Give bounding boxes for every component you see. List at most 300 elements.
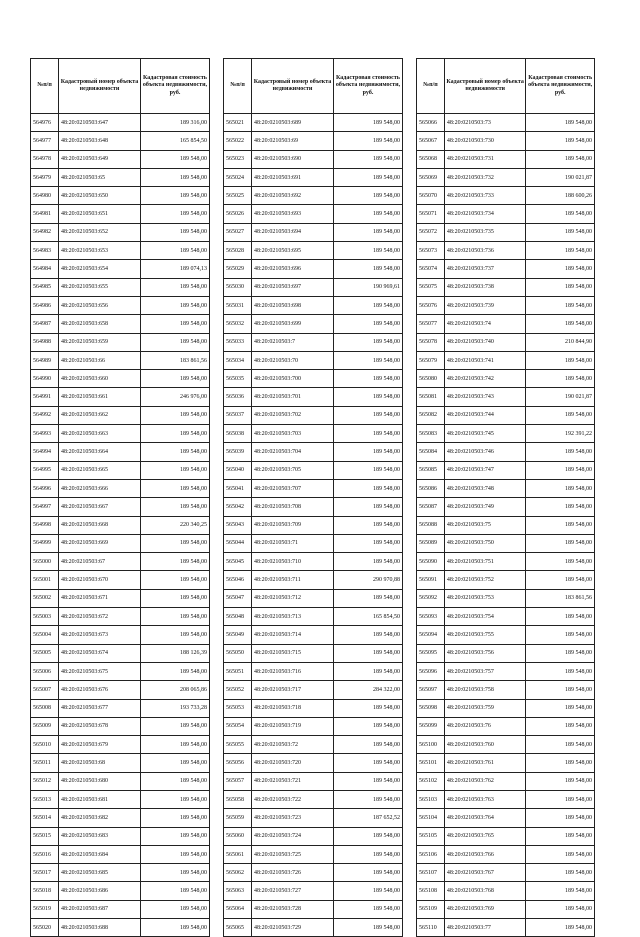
row-number: 565102 [417,772,445,790]
cadastral-number: 48:20:0210503:705 [252,461,334,479]
cadastral-number: 48:20:0210503:650 [59,187,141,205]
cadastral-value: 189 548,00 [141,571,210,589]
cadastral-value: 189 548,00 [334,882,403,900]
cadastral-number: 48:20:0210503:759 [444,699,525,717]
table-row [417,608,595,626]
cadastral-number: 48:20:0210503:667 [59,498,141,516]
cadastral-value: 189 548,00 [334,461,403,479]
cadastral-value: 188 126,39 [141,644,210,662]
table-row [224,827,403,845]
cadastral-value: 189 548,00 [141,242,210,260]
cadastral-value: 189 548,00 [526,443,595,461]
row-number: 565042 [224,498,252,516]
cadastral-number: 48:20:0210503:683 [59,827,141,845]
cadastral-value: 192 391,22 [526,425,595,443]
cadastral-number: 48:20:0210503:685 [59,864,141,882]
table-row [417,626,595,644]
table-row [417,296,595,314]
cadastral-value: 189 548,00 [334,114,403,132]
header-cadastral-number: Кадастровый номер объекта недвижимости [444,59,525,114]
cadastral-value: 189 548,00 [141,370,210,388]
cadastral-number: 48:20:0210503:725 [252,845,334,863]
row-number: 565075 [417,278,445,296]
row-number: 564983 [31,242,59,260]
table-row [31,608,210,626]
table-row [31,498,210,516]
cadastral-number: 48:20:0210503:724 [252,827,334,845]
cadastral-value: 189 548,00 [526,864,595,882]
table-row [224,132,403,150]
row-number: 565031 [224,296,252,314]
table-row [224,516,403,534]
table-row [417,699,595,717]
cadastral-value: 189 548,00 [334,790,403,808]
cadastral-value: 189 548,00 [141,498,210,516]
cadastral-number: 48:20:0210503:699 [252,315,334,333]
cadastral-number: 48:20:0210503:720 [252,754,334,772]
row-number: 565017 [31,864,59,882]
cadastral-value: 189 548,00 [334,736,403,754]
table-body [224,114,403,937]
cadastral-number: 48:20:0210503:757 [444,662,525,680]
cadastral-number: 48:20:0210503:658 [59,315,141,333]
cadastral-value: 189 548,00 [334,919,403,937]
cadastral-value: 188 600,26 [526,187,595,205]
row-number: 565105 [417,827,445,845]
table-row [417,132,595,150]
row-number: 565032 [224,315,252,333]
row-number: 565108 [417,882,445,900]
row-number: 565080 [417,370,445,388]
row-number: 565023 [224,150,252,168]
cadastral-value: 189 548,00 [526,534,595,552]
table-row [224,223,403,241]
cadastral-value: 189 548,00 [334,772,403,790]
cadastral-value: 189 548,00 [141,315,210,333]
table-row [224,406,403,424]
cadastral-number: 48:20:0210503:664 [59,443,141,461]
table-row [31,351,210,369]
cadastral-number: 48:20:0210503:753 [444,589,525,607]
registry-table-1 [30,58,210,937]
cadastral-number: 48:20:0210503:704 [252,443,334,461]
row-number: 565059 [224,809,252,827]
cadastral-value: 189 548,00 [141,406,210,424]
cadastral-value: 189 548,00 [141,827,210,845]
row-number: 565099 [417,717,445,735]
cadastral-value: 284 322,00 [334,681,403,699]
row-number: 565043 [224,516,252,534]
cadastral-number: 48:20:0210503:686 [59,882,141,900]
cadastral-value: 189 548,00 [334,845,403,863]
table-row [224,479,403,497]
row-number: 565016 [31,845,59,863]
row-number: 565001 [31,571,59,589]
cadastral-number: 48:20:0210503:648 [59,132,141,150]
cadastral-value: 190 021,87 [526,388,595,406]
cadastral-value: 189 548,00 [526,205,595,223]
row-number: 565065 [224,919,252,937]
row-number: 565098 [417,699,445,717]
row-number: 565066 [417,114,445,132]
cadastral-value: 193 733,28 [141,699,210,717]
registry-table-2 [223,58,403,937]
cadastral-number: 48:20:0210503:752 [444,571,525,589]
cadastral-number: 48:20:0210503:735 [444,223,525,241]
row-number: 564989 [31,351,59,369]
cadastral-value: 189 548,00 [526,351,595,369]
cadastral-number: 48:20:0210503:715 [252,644,334,662]
row-number: 564988 [31,333,59,351]
cadastral-number: 48:20:0210503:765 [444,827,525,845]
cadastral-value: 189 548,00 [526,900,595,918]
row-number: 564982 [31,223,59,241]
table-row [224,681,403,699]
row-number: 565054 [224,717,252,735]
table-row [417,662,595,680]
cadastral-value: 208 065,86 [141,681,210,699]
cadastral-value: 189 548,00 [141,534,210,552]
table-row [417,242,595,260]
row-number: 565093 [417,608,445,626]
cadastral-number: 48:20:0210503:734 [444,205,525,223]
table-row [417,443,595,461]
table-row [31,717,210,735]
row-number: 564999 [31,534,59,552]
table-row [224,864,403,882]
cadastral-number: 48:20:0210503:680 [59,772,141,790]
cadastral-number: 48:20:0210503:647 [59,114,141,132]
table-row [224,754,403,772]
cadastral-value: 246 976,00 [141,388,210,406]
cadastral-value: 189 548,00 [141,864,210,882]
cadastral-value: 189 548,00 [526,662,595,680]
cadastral-value: 165 854,50 [141,132,210,150]
row-number: 565081 [417,388,445,406]
table-row [417,553,595,571]
row-number: 565051 [224,662,252,680]
cadastral-value: 189 548,00 [334,717,403,735]
cadastral-value: 189 548,00 [526,754,595,772]
table-row [417,809,595,827]
cadastral-value: 189 548,00 [334,150,403,168]
cadastral-number: 48:20:0210503:677 [59,699,141,717]
cadastral-value: 189 548,00 [334,388,403,406]
cadastral-number: 48:20:0210503:756 [444,644,525,662]
table-row [31,516,210,534]
cadastral-number: 48:20:0210503:768 [444,882,525,900]
table-row [417,278,595,296]
table-row [31,827,210,845]
row-number: 565045 [224,553,252,571]
table-row [224,699,403,717]
cadastral-number: 48:20:0210503:690 [252,150,334,168]
cadastral-value: 189 548,00 [334,479,403,497]
cadastral-number: 48:20:0210503:68 [59,754,141,772]
table-row [31,278,210,296]
cadastral-number: 48:20:0210503:702 [252,406,334,424]
row-number: 565094 [417,626,445,644]
row-number: 565088 [417,516,445,534]
cadastral-number: 48:20:0210503:762 [444,772,525,790]
cadastral-number: 48:20:0210503:713 [252,608,334,626]
table-row [417,882,595,900]
cadastral-number: 48:20:0210503:672 [59,608,141,626]
table-row [417,388,595,406]
cadastral-number: 48:20:0210503:689 [252,114,334,132]
registry-table-3 [416,58,595,937]
row-number: 565040 [224,461,252,479]
row-number: 565096 [417,662,445,680]
cadastral-value: 189 548,00 [526,406,595,424]
table-row [417,114,595,132]
row-number: 564992 [31,406,59,424]
cadastral-number: 48:20:0210503:747 [444,461,525,479]
header-cadastral-value: Кадастровая стоимость объекта недвижимости, руб. [334,59,403,114]
cadastral-number: 48:20:0210503:701 [252,388,334,406]
table-row [224,296,403,314]
table-row [224,534,403,552]
cadastral-value: 189 548,00 [334,662,403,680]
cadastral-value: 189 548,00 [334,827,403,845]
table-row [31,370,210,388]
table-row [31,168,210,186]
table-row [31,223,210,241]
cadastral-number: 48:20:0210503:649 [59,150,141,168]
cadastral-number: 48:20:0210503:662 [59,406,141,424]
row-number: 565076 [417,296,445,314]
row-number: 565072 [417,223,445,241]
row-number: 565053 [224,699,252,717]
cadastral-value: 189 548,00 [141,790,210,808]
cadastral-value: 189 548,00 [334,223,403,241]
table-row [224,644,403,662]
cadastral-number: 48:20:0210503:663 [59,425,141,443]
row-number: 565097 [417,681,445,699]
table-row [31,864,210,882]
cadastral-number: 48:20:0210503:755 [444,626,525,644]
row-number: 565063 [224,882,252,900]
cadastral-number: 48:20:0210503:727 [252,882,334,900]
table-row [31,187,210,205]
cadastral-number: 48:20:0210503:76 [444,717,525,735]
table-row [31,114,210,132]
table-row [224,589,403,607]
cadastral-number: 48:20:0210503:737 [444,260,525,278]
cadastral-value: 210 844,90 [526,333,595,351]
row-number: 565082 [417,406,445,424]
cadastral-number: 48:20:0210503:698 [252,296,334,314]
cadastral-value: 189 548,00 [526,772,595,790]
row-number: 565009 [31,717,59,735]
cadastral-value: 189 548,00 [334,132,403,150]
row-number: 565034 [224,351,252,369]
table-row [417,534,595,552]
cadastral-number: 48:20:0210503:665 [59,461,141,479]
row-number: 565101 [417,754,445,772]
row-number: 565046 [224,571,252,589]
row-number: 564980 [31,187,59,205]
row-number: 565048 [224,608,252,626]
cadastral-value: 189 548,00 [526,114,595,132]
cadastral-number: 48:20:0210503:688 [59,919,141,937]
cadastral-value: 189 548,00 [526,717,595,735]
cadastral-value: 189 548,00 [141,150,210,168]
cadastral-value: 189 548,00 [141,553,210,571]
table-row [31,772,210,790]
table-row [31,900,210,918]
row-number: 565089 [417,534,445,552]
cadastral-value: 189 548,00 [334,754,403,772]
row-number: 565030 [224,278,252,296]
cadastral-value: 189 548,00 [526,150,595,168]
row-number: 564997 [31,498,59,516]
cadastral-number: 48:20:0210503:697 [252,278,334,296]
table-row [224,553,403,571]
table-row [31,790,210,808]
cadastral-number: 48:20:0210503:708 [252,498,334,516]
cadastral-number: 48:20:0210503:723 [252,809,334,827]
row-number: 565083 [417,425,445,443]
table-row [417,187,595,205]
table-row [417,516,595,534]
table-row [417,168,595,186]
row-number: 565018 [31,882,59,900]
header-num: №п/п [31,59,59,114]
cadastral-value: 189 548,00 [334,370,403,388]
row-number: 565061 [224,845,252,863]
table-row [224,717,403,735]
row-number: 565060 [224,827,252,845]
cadastral-value: 190 969,61 [334,278,403,296]
row-number: 565052 [224,681,252,699]
cadastral-value: 189 548,00 [334,516,403,534]
header-cadastral-value: Кадастровая стоимость объекта недвижимости, руб. [526,59,595,114]
cadastral-number: 48:20:0210503:748 [444,479,525,497]
table-row [31,534,210,552]
cadastral-value: 189 548,00 [526,608,595,626]
cadastral-value: 189 548,00 [526,790,595,808]
row-number: 565058 [224,790,252,808]
row-number: 565019 [31,900,59,918]
row-number: 565010 [31,736,59,754]
table-row [417,370,595,388]
table-row [224,845,403,863]
table-row [224,425,403,443]
row-number: 564978 [31,150,59,168]
cadastral-number: 48:20:0210503:674 [59,644,141,662]
cadastral-value: 189 548,00 [141,278,210,296]
cadastral-number: 48:20:0210503:749 [444,498,525,516]
row-number: 565068 [417,150,445,168]
cadastral-value: 189 548,00 [526,242,595,260]
cadastral-value: 189 548,00 [141,608,210,626]
table-row [417,498,595,516]
cadastral-value: 187 652,52 [334,809,403,827]
row-number: 565067 [417,132,445,150]
table-row [31,882,210,900]
table-row [31,479,210,497]
table-row [31,242,210,260]
table-row [417,919,595,937]
cadastral-value: 189 548,00 [526,845,595,863]
cadastral-value: 189 548,00 [526,626,595,644]
table-row [417,754,595,772]
cadastral-value: 189 548,00 [141,845,210,863]
cadastral-value: 290 970,88 [334,571,403,589]
cadastral-number: 48:20:0210503:760 [444,736,525,754]
table-row [31,461,210,479]
header-num: №п/п [224,59,252,114]
row-number: 565100 [417,736,445,754]
table-row [31,443,210,461]
cadastral-number: 48:20:0210503:669 [59,534,141,552]
header-cadastral-number: Кадастровый номер объекта недвижимости [59,59,141,114]
cadastral-value: 189 548,00 [334,443,403,461]
header-num: №п/п [417,59,445,114]
row-number: 565077 [417,315,445,333]
table-row [31,809,210,827]
table-row [417,790,595,808]
row-number: 565004 [31,626,59,644]
cadastral-value: 189 548,00 [526,571,595,589]
row-number: 564976 [31,114,59,132]
row-number: 564993 [31,425,59,443]
table-header-row [224,59,403,114]
table-row [417,479,595,497]
cadastral-number: 48:20:0210503:70 [252,351,334,369]
table-row [224,882,403,900]
row-number: 565007 [31,681,59,699]
row-number: 565107 [417,864,445,882]
row-number: 565092 [417,589,445,607]
table-row [417,736,595,754]
cadastral-number: 48:20:0210503:758 [444,681,525,699]
cadastral-number: 48:20:0210503:660 [59,370,141,388]
table-body [417,114,595,937]
row-number: 564996 [31,479,59,497]
cadastral-value: 189 548,00 [334,864,403,882]
row-number: 565000 [31,553,59,571]
cadastral-value: 189 548,00 [526,919,595,937]
table-row [224,333,403,351]
row-number: 565057 [224,772,252,790]
cadastral-value: 189 548,00 [334,333,403,351]
row-number: 565110 [417,919,445,937]
table-row [417,461,595,479]
cadastral-value: 189 548,00 [334,296,403,314]
cadastral-value: 189 548,00 [526,260,595,278]
cadastral-number: 48:20:0210503:671 [59,589,141,607]
table-row [31,681,210,699]
cadastral-number: 48:20:0210503:676 [59,681,141,699]
table-row [417,223,595,241]
table-header-row [417,59,595,114]
table-row [31,333,210,351]
cadastral-number: 48:20:0210503:761 [444,754,525,772]
cadastral-value: 189 548,00 [526,296,595,314]
cadastral-number: 48:20:0210503:651 [59,205,141,223]
cadastral-value: 189 548,00 [334,626,403,644]
row-number: 565041 [224,479,252,497]
table-row [417,351,595,369]
row-number: 564994 [31,443,59,461]
row-number: 565064 [224,900,252,918]
table-row [417,150,595,168]
table-row [417,571,595,589]
cadastral-number: 48:20:0210503:72 [252,736,334,754]
cadastral-value: 189 548,00 [141,168,210,186]
